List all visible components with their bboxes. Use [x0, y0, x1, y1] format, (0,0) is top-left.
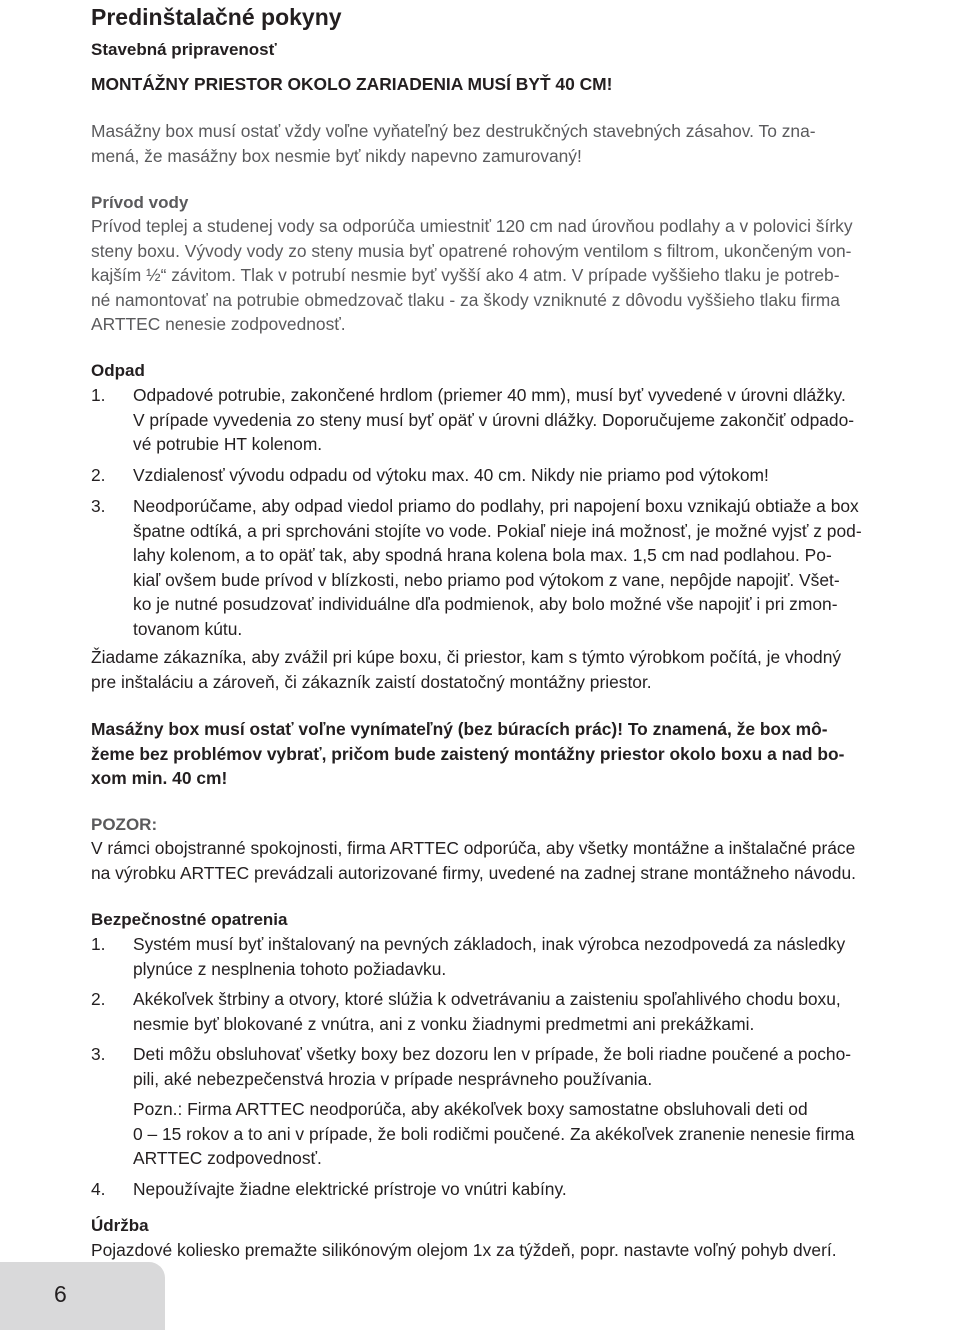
- text-line: mená, že masážny box nesmie byť nikdy napevno zamurovaný!: [91, 145, 582, 166]
- text-line: pili, aké nebezpečenstvá hrozia v prípade nesprávneho používania.: [133, 1068, 653, 1089]
- text-line: Masážny box musí ostať vždy voľne vyňateľný bez destrukčných stavebných zásahov. To zna-: [91, 121, 816, 141]
- water-supply-heading: Prívod vody: [91, 193, 189, 212]
- text-line: ko je nutné posudzovať individuálne dľa podmienok, aby bolo možné vše napojiť i pri zmon-: [133, 594, 838, 614]
- page-title: Predinštalačné pokyny: [91, 4, 342, 30]
- maintenance-heading: Údržba: [91, 1216, 149, 1235]
- text-line: žeme bez problémov vybrať, pričom bude zaistený montážny priestor okolo boxu a nad bo-: [91, 743, 845, 764]
- text-line: steny boxu. Vývody vody zo steny musia byť opatrené rohovým ventilom s filtrom, ukončeným von-: [91, 240, 852, 261]
- text-line: na výrobku ARTTEC prevádzali autorizované firmy, uvedené na zadnej strane montážneho návodu.: [91, 862, 856, 883]
- text-line: nesmie byť blokované z vnútra, ani z vonku žiadnymi predmetmi ani prekážkami.: [133, 1013, 755, 1034]
- safety-note: [91, 1097, 959, 1171]
- list-number: 3.: [91, 1044, 106, 1064]
- attention-heading: POZOR:: [91, 815, 158, 834]
- list-number: 1.: [91, 385, 106, 405]
- text-line: Prívod teplej a studenej vody sa odporúča umiestniť 120 cm nad úrovňou podlahy a v polovici šírky: [91, 216, 853, 236]
- construction-paragraph: [91, 119, 959, 168]
- text-line: tovanom kútu.: [133, 618, 243, 639]
- list-number: 2.: [91, 989, 106, 1009]
- text-line: Deti môžu obsluhovať všetky boxy bez dozoru len v prípade, že boli riadne poučené a pocho-: [133, 1044, 852, 1064]
- text-line: V prípade vyvedenia zo steny musí byť opäť v úrovni dlážky. Doporučujeme zakončiť odpado-: [133, 409, 855, 430]
- list-number: 3.: [91, 496, 106, 516]
- text-line: ARTTEC nenesie zodpovednosť.: [91, 314, 346, 334]
- text-line: kajším ½“ závitom. Tlak v potrubí nesmie byť vyšší ako 4 atm. V prípade vyššieho tlaku je potreb-: [91, 265, 840, 285]
- list-number: 2.: [91, 465, 106, 485]
- page-number: 6: [54, 1281, 67, 1307]
- text-line: Akékoľvek štrbiny a otvory, ktoré slúžia k odvetrávaniu a zaisteniu spoľahlivého chodu boxu,: [133, 989, 841, 1009]
- drain-item-2: [91, 463, 959, 488]
- text-line: pre inštaláciu a zároveň, či zákazník zaistí dostatočný montážny priestor.: [91, 671, 652, 692]
- text-line: Žiadame zákazníka, aby zvážil pri kúpe boxu, či priestor, kam s týmto výrobkom počítá, je vhodný: [91, 647, 842, 667]
- text-line: Neodporúčame, aby odpad viedol priamo do podlahy, pri napojení boxu vznikajú obtiaže a box: [133, 496, 859, 516]
- text-line: né namontovať na potrubie obmedzovač tlaku - za škody vzniknuté z dôvodu vyššieho tlaku firma: [91, 289, 840, 310]
- safety-heading: Bezpečnostné opatrenia: [91, 910, 288, 929]
- drain-item-3: [91, 494, 959, 641]
- drain-item-1: [91, 383, 959, 457]
- list-number: 1.: [91, 934, 106, 954]
- text-line: Odpadové potrubie, zakončené hrdlom (priemer 40 mm), musí byť vyvedené v úrovni dlážky.: [133, 385, 846, 405]
- safety-item-4: [91, 1177, 959, 1202]
- text-line: lahy kolenom, a to opäť tak, aby spodná hrana kolena bola max. 1,5 cm nad podlahou. Po-: [133, 545, 832, 565]
- text-line: xom min. 40 cm!: [91, 768, 228, 788]
- text-line: 0 – 15 rokov a to ani v prípade, že boli rodičmi poučené. Za akékoľvek zranenie nenesie firma: [133, 1123, 855, 1144]
- page-number-tab: [0, 1262, 165, 1330]
- safety-item-1: [91, 932, 959, 981]
- safety-item-2: [91, 987, 959, 1036]
- water-supply-paragraph: [91, 214, 959, 337]
- attention-paragraph: [91, 836, 959, 885]
- safety-item-3: [91, 1042, 959, 1091]
- text-line: kiaľ ovšem bude prívod v blízkosti, nebo priamo pod výtokom z vane, nepôjde napojiť. Všet-: [133, 569, 840, 590]
- list-number: 4.: [91, 1179, 106, 1199]
- text-line: Masážny box musí ostať voľne vynímateľný (bez búracích prác)! To znamená, že box mô-: [91, 719, 828, 739]
- construction-warning: MONTÁŽNY PRIESTOR OKOLO ZARIADENIA MUSÍ BYŤ 40 CM!: [91, 74, 613, 94]
- text-line: Pozn.: Firma ARTTEC neodporúča, aby akékoľvek boxy samostatne obsluhovali deti od: [133, 1099, 808, 1119]
- text-line: Systém musí byť inštalovaný na pevných základoch, inak výrobca nezodpovedá za následky: [133, 934, 846, 954]
- text-line: plynúce z nesplnenia tohoto požiadavku.: [133, 958, 447, 979]
- customer-request-paragraph: [91, 645, 959, 694]
- text-line: V rámci obojstranné spokojnosti, firma ARTTEC odporúča, aby všetky montážne a inštalačné práce: [91, 838, 856, 858]
- drain-heading: Odpad: [91, 361, 145, 380]
- maintenance-paragraph: [91, 1238, 959, 1263]
- text-line: vé potrubie HT kolenom.: [133, 434, 323, 454]
- text-line: Vzdialenosť vývodu odpadu od výtoku max. 40 cm. Nikdy nie priamo pod výtokom!: [133, 465, 769, 485]
- text-line: špatne odtíká, a pri sprchováni stojíte vo vode. Pokiaľ nieje iná možnosť, je možné vyjsť z pod-: [133, 520, 862, 541]
- construction-heading: Stavebná pripravenosť: [91, 40, 277, 59]
- bold-notice-paragraph: [91, 717, 959, 791]
- text-line: ARTTEC zodpovednosť.: [133, 1148, 322, 1168]
- text-line: Pojazdové koliesko premažte silikónovým olejom 1x za týždeň, popr. nastavte voľný pohyb dverí.: [91, 1240, 837, 1260]
- text-line: Nepoužívajte žiadne elektrické prístroje vo vnútri kabíny.: [133, 1179, 567, 1199]
